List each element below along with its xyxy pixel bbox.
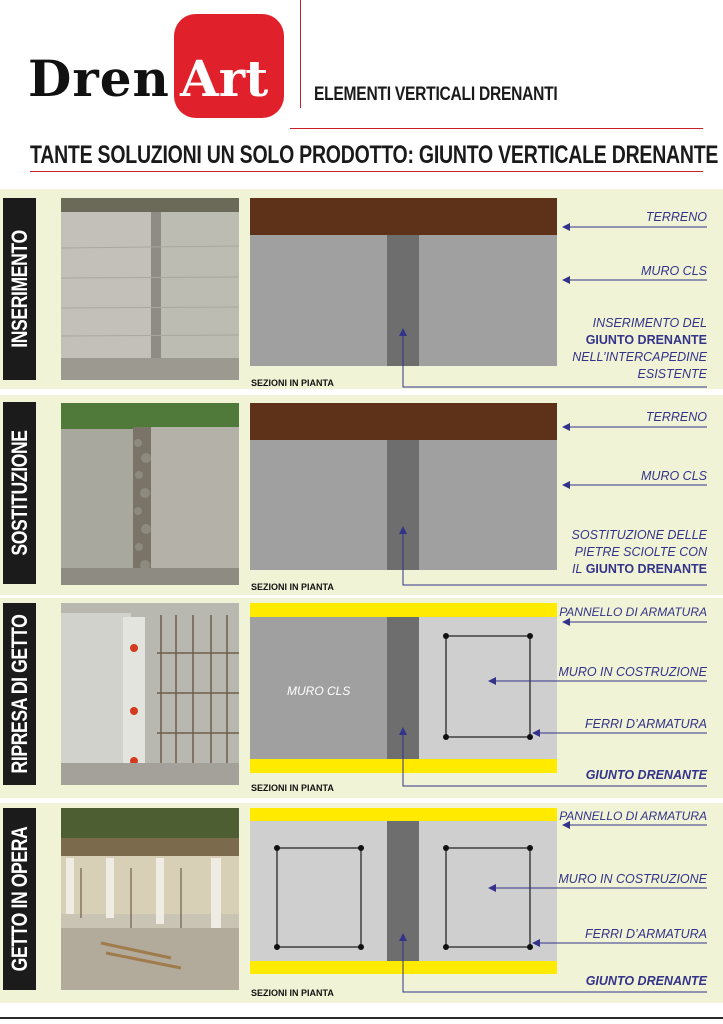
diagram-getto-in-opera: [250, 808, 557, 974]
side-label-ripresa-di-getto: RIPRESA DI GETTO: [3, 603, 36, 785]
callout-muro-cls: MURO CLS: [641, 469, 707, 483]
callout-terreno: TERRENO: [645, 210, 707, 224]
pannello-armatura-top: [250, 808, 557, 821]
giunto-drenante: [387, 440, 419, 570]
terreno-layer: [250, 198, 557, 235]
callout-giunto-drenante: GIUNTO DRENANTE: [585, 768, 707, 782]
logo-dren-text: Dren: [28, 49, 170, 108]
pannello-armatura-bottom: [250, 759, 557, 773]
giunto-drenante: [387, 235, 419, 366]
terreno-layer: [250, 403, 557, 440]
plan-caption: SEZIONI IN PIANTA: [251, 783, 334, 793]
header-rule: [290, 128, 703, 129]
diagram-sostituzione: [250, 403, 557, 570]
callout-ferri-armatura: FERRI D’ARMATURA: [585, 927, 707, 941]
callout-ferri-armatura: FERRI D’ARMATURA: [585, 717, 707, 731]
header-subtitle: ELEMENTI VERTICALI DRENANTI: [314, 84, 558, 105]
side-label-inserimento: INSERIMENTO: [3, 198, 36, 380]
callout-muro-cls: MURO CLS: [641, 264, 707, 278]
side-label-sostituzione: SOSTITUZIONE: [3, 402, 36, 584]
photo-ripresa-di-getto: [61, 603, 239, 785]
photo-sostituzione: [61, 403, 239, 585]
callout-inserimento-text: INSERIMENTO DEL GIUNTO DRENANTE NELL’INTERCAPEDINE ESISTENTE: [572, 316, 707, 381]
callout-pannello-armatura: PANNELLO DI ARMATURA: [559, 809, 707, 823]
giunto-drenante: [387, 821, 419, 961]
formwork-rebar-photo-icon: [61, 603, 239, 785]
construction-site-photo-icon: [61, 808, 239, 990]
concrete-wall-joint-photo-icon: [61, 198, 239, 380]
plan-caption: SEZIONI IN PIANTA: [251, 582, 334, 592]
side-label-getto-in-opera: GETTO IN OPERA: [3, 808, 36, 990]
callout-muro-in-costruzione: MURO IN COSTRUZIONE: [558, 872, 707, 886]
muro-in-costruzione-right: [419, 821, 557, 961]
photo-inserimento: [61, 198, 239, 380]
giunto-drenante: [387, 617, 419, 759]
muro-cls-inner-label: MURO CLS: [287, 684, 351, 698]
muro-in-costruzione: [419, 617, 557, 759]
callout-pannello-armatura: PANNELLO DI ARMATURA: [559, 605, 707, 619]
bottom-rule: [0, 1017, 723, 1019]
pannello-armatura-top: [250, 603, 557, 617]
plan-caption: SEZIONI IN PIANTA: [251, 378, 334, 388]
diagram-inserimento: [250, 198, 557, 366]
callout-sostituzione-text: SOSTITUZIONE DELLE PIETRE SCIOLTE CON IL GIUNTO DRENANTE: [571, 528, 707, 576]
logo-art-text: Art: [180, 49, 269, 108]
callout-muro-in-costruzione: MURO IN COSTRUZIONE: [558, 665, 707, 679]
page-title: TANTE SOLUZIONI UN SOLO PRODOTTO: GIUNTO VERTICALE DRENANTE: [30, 141, 719, 169]
muro-in-costruzione-left: [250, 821, 387, 961]
stone-filled-wall-gap-photo-icon: [61, 403, 239, 585]
header-divider: [300, 0, 301, 108]
photo-getto-in-opera: [61, 808, 239, 990]
pannello-armatura-bottom: [250, 961, 557, 974]
callout-terreno: TERRENO: [645, 410, 707, 424]
callout-giunto-drenante: GIUNTO DRENANTE: [585, 974, 707, 988]
title-rule: [30, 171, 703, 172]
plan-caption: SEZIONI IN PIANTA: [251, 988, 334, 998]
